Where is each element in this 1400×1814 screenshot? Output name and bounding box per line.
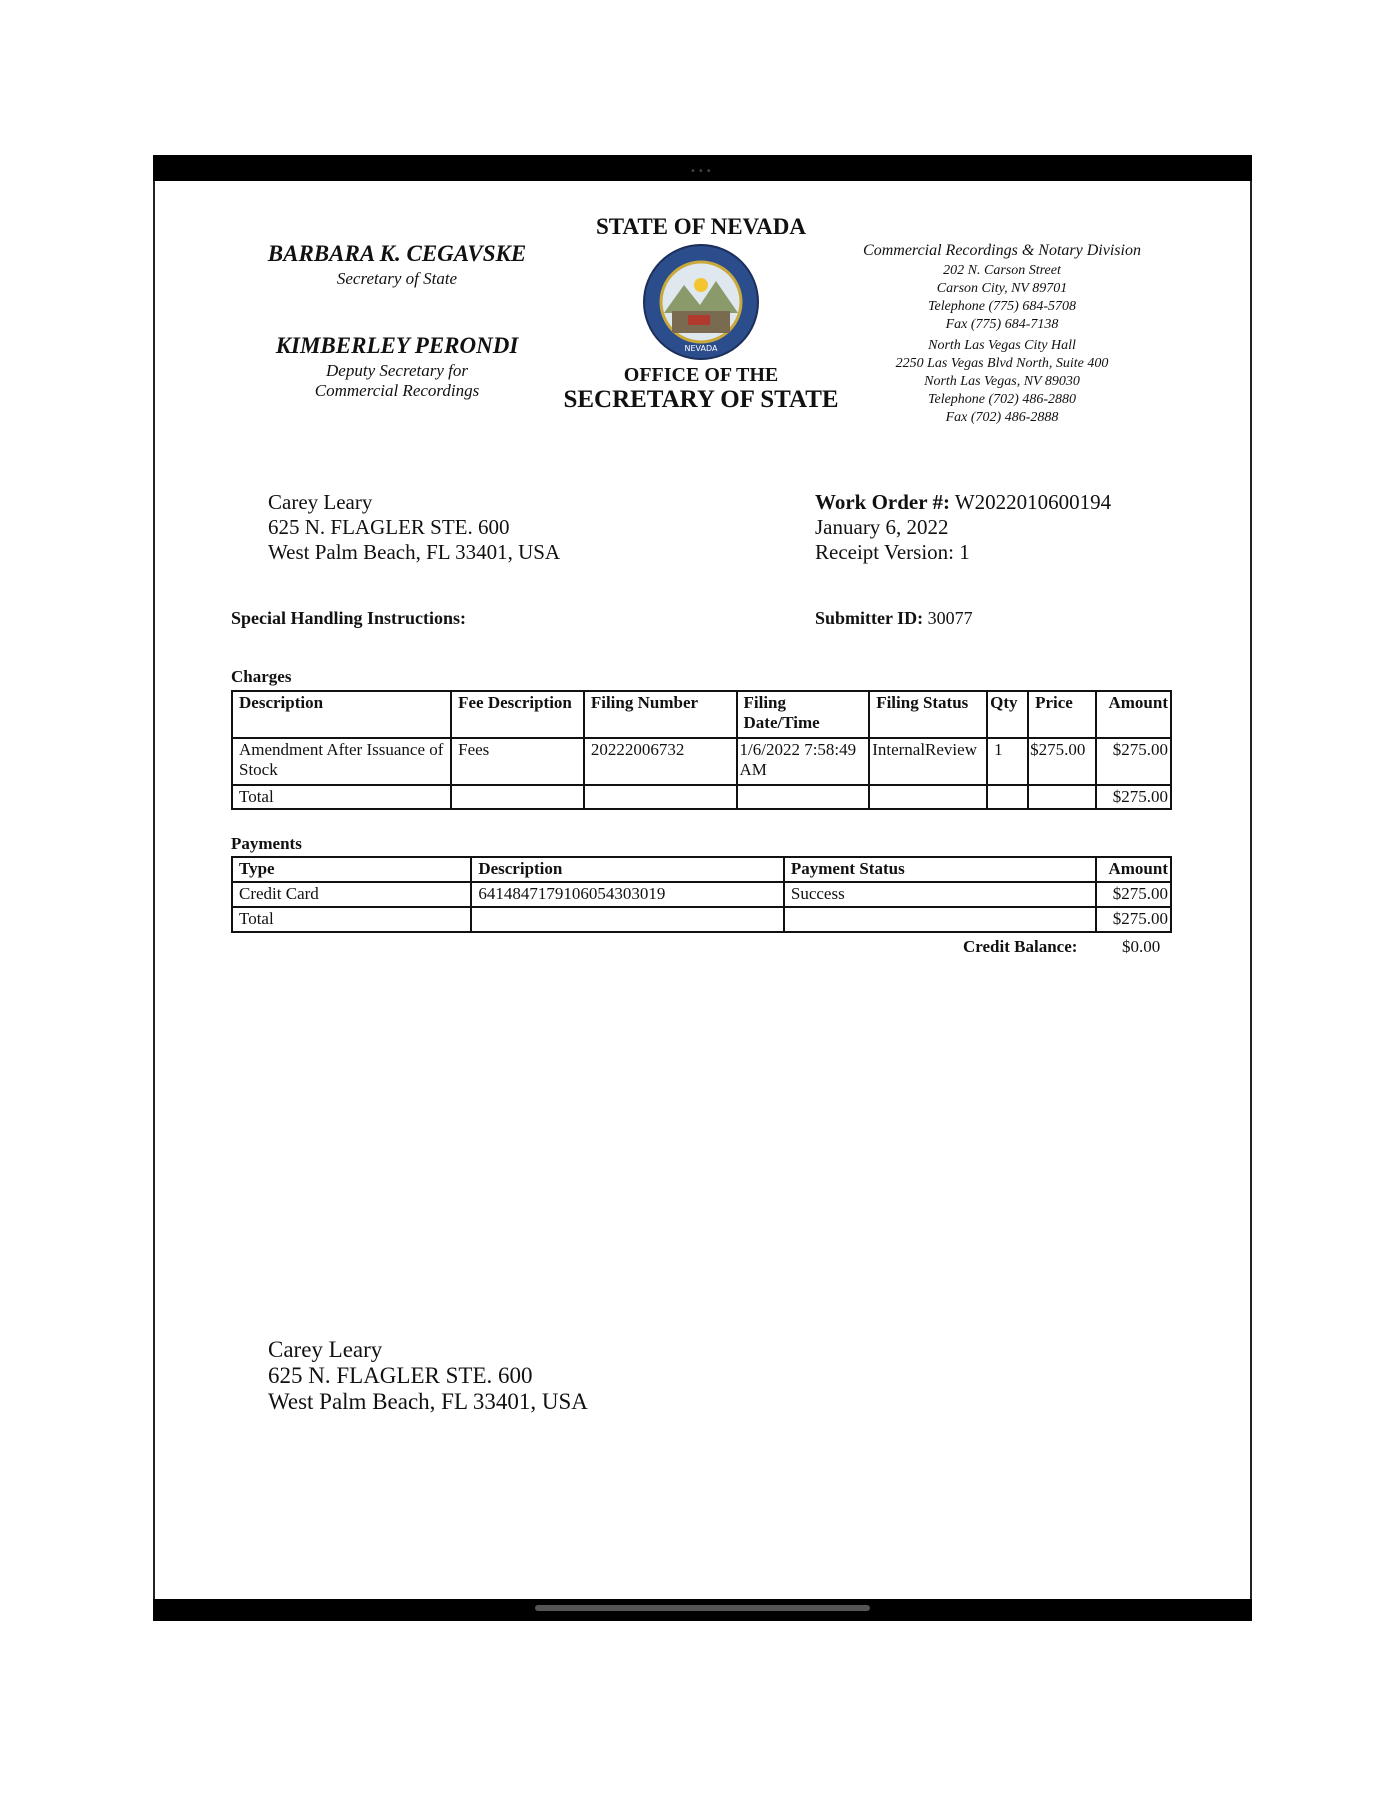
table-cell: 20222006732 [584, 738, 737, 785]
address-line: Carson City, NV 89701 [936, 281, 1068, 296]
deputy-title-2: Commercial Recordings [314, 381, 480, 400]
table-cell: Success [784, 882, 1096, 907]
table-cell: 1/6/2022 7:58:49 AM [737, 738, 870, 785]
submitter-value: 30077 [927, 608, 973, 628]
credit-balance-value: $0.00 [1122, 937, 1161, 956]
total-row [232, 785, 1171, 809]
total-label: Total [232, 907, 471, 932]
table-cell: Credit Card [232, 882, 471, 907]
table-cell: Amendment After Issuance of Stock [232, 738, 451, 785]
table-cell: $275.00 [1028, 738, 1096, 785]
fax-line: Fax (775) 684-7138 [945, 317, 1059, 332]
order-date: January 6, 2022 [815, 515, 949, 539]
total-amount: $275.00 [1096, 785, 1171, 809]
column-header: Filing Date/Time [737, 691, 870, 738]
table-cell: Fees [451, 738, 584, 785]
recipient-street: 625 N. FLAGLER STE. 600 [268, 515, 510, 539]
secretary-name: BARBARA K. CEGAVSKE [267, 241, 527, 266]
svg-text:NEVADA: NEVADA [684, 344, 718, 353]
payments-table [231, 856, 1172, 933]
recipient-name: Carey Leary [268, 1337, 383, 1362]
table-row [232, 882, 1171, 907]
table-row [232, 738, 1171, 785]
table-cell: InternalReview [869, 738, 987, 785]
home-indicator[interactable] [535, 1605, 870, 1611]
phone-line: Telephone (775) 684-5708 [927, 299, 1077, 314]
more-dots-icon[interactable]: ••• [690, 166, 714, 177]
column-header: Filing Number [584, 691, 737, 738]
phone-line: Telephone (702) 486-2880 [927, 392, 1077, 407]
column-header: Amount [1096, 691, 1171, 738]
recipient-city: West Palm Beach, FL 33401, USA [268, 540, 561, 564]
state-title: STATE OF NEVADA [595, 214, 807, 239]
column-header: Payment Status [784, 857, 1096, 882]
las-vegas-office [896, 337, 1109, 427]
work-order-number: W2022010600194 [954, 490, 1112, 514]
column-header: Filing Status [869, 691, 987, 738]
deputy-name: KIMBERLEY PERONDI [275, 333, 519, 358]
charges-table [231, 690, 1172, 810]
address-line: 202 N. Carson Street [943, 263, 1061, 278]
column-header: Type [232, 857, 471, 882]
table-cell: 1 [987, 738, 1028, 785]
column-header: Description [471, 857, 784, 882]
table-cell: 6414847179106054303019 [471, 882, 784, 907]
address-line: North Las Vegas City Hall [928, 338, 1076, 353]
division-name: Commercial Recordings & Notary Division [863, 242, 1141, 259]
payments-header-row [232, 857, 1171, 882]
receipt-version: Receipt Version: 1 [815, 540, 970, 564]
total-row [232, 907, 1171, 932]
work-order-label: Work Order #: [815, 490, 950, 514]
office-title-1: OFFICE OF THE [623, 364, 779, 386]
special-handling-label: Special Handling Instructions: [231, 608, 467, 628]
total-amount: $275.00 [1096, 907, 1171, 932]
table-cell: $275.00 [1096, 882, 1171, 907]
column-header: Price [1028, 691, 1096, 738]
column-header: Amount [1096, 857, 1171, 882]
mailing-address [268, 1337, 588, 1415]
submitter-label: Submitter ID: [815, 608, 924, 628]
table-cell: $275.00 [1096, 738, 1171, 785]
column-header: Qty [987, 691, 1028, 738]
credit-balance-label: Credit Balance: [963, 937, 1078, 956]
charges-header-row [232, 691, 1171, 738]
submitter-id [815, 608, 973, 629]
order-info [815, 490, 1111, 565]
charges-title: Charges [231, 667, 292, 686]
state-seal-icon [642, 243, 760, 361]
office-title-2: SECRETARY OF STATE [563, 386, 839, 413]
fax-line: Fax (702) 486-2888 [945, 410, 1059, 425]
deputy-title-1: Deputy Secretary for [326, 361, 468, 380]
recipient-city: West Palm Beach, FL 33401, USA [268, 1389, 588, 1414]
recipient-address [268, 490, 560, 565]
total-label: Total [232, 785, 451, 809]
payments-title: Payments [231, 834, 302, 853]
recipient-name: Carey Leary [268, 490, 373, 514]
recipient-street: 625 N. FLAGLER STE. 600 [268, 1363, 533, 1388]
address-line: 2250 Las Vegas Blvd North, Suite 400 [895, 356, 1109, 371]
column-header: Fee Description [451, 691, 584, 738]
carson-office [928, 262, 1076, 334]
column-header: Description [232, 691, 451, 738]
address-line: North Las Vegas, NV 89030 [924, 374, 1080, 389]
secretary-title: Secretary of State [336, 269, 458, 288]
